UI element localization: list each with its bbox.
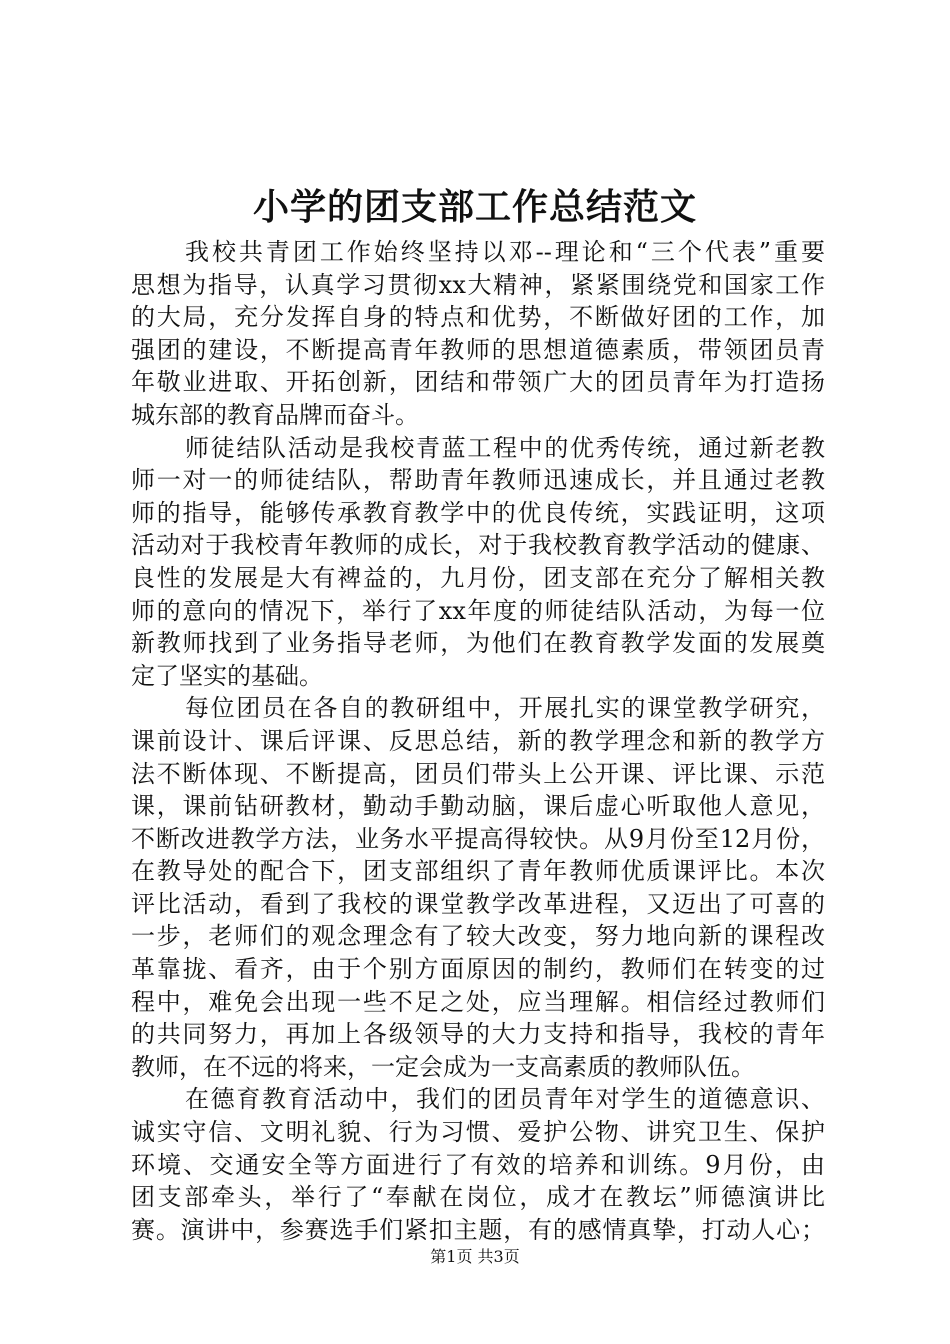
- text-line: 良性的发展是大有裨益的，九月份，团支部在充分了解相关教: [131, 563, 825, 592]
- text-line: 不断改进教学方法，业务水平提高得较快。从9月份至12月份，: [131, 824, 825, 853]
- text-line: 赛。演讲中，参赛选手们紧扣主题，有的感情真挚，打动人心；: [131, 1215, 825, 1244]
- text-line: 在德育教育活动中，我们的团员青年对学生的道德意识、: [185, 1085, 825, 1114]
- text-line: 程中，难免会出现一些不足之处，应当理解。相信经过教师们: [131, 987, 825, 1016]
- text-line: 课，课前钻研教材，勤动手勤动脑，课后虚心听取他人意见，: [131, 792, 825, 821]
- document-body: [131, 236, 825, 1246]
- text-line: 新教师找到了业务指导老师，为他们在教育教学发面的发展奠: [131, 629, 825, 658]
- text-line: 在教导处的配合下，团支部组织了青年教师优质课评比。本次: [131, 857, 825, 886]
- text-line: 师一对一的师徒结队，帮助青年教师迅速成长，并且通过老教: [131, 466, 825, 495]
- text-line: 一步，老师们的观念理念有了较大改变，努力地向新的课程改: [131, 922, 825, 951]
- text-line: 年敬业进取、开拓创新，团结和带领广大的团员青年为打造扬: [131, 368, 825, 397]
- text-line: 环境、交通安全等方面进行了有效的培养和训练。9月份，由: [131, 1150, 825, 1179]
- text-line: 思想为指导，认真学习贯彻xx大精神，紧紧围绕党和国家工作: [131, 270, 825, 299]
- text-line: 师的意向的情况下，举行了xx年度的师徒结队活动，为每一位: [131, 596, 825, 625]
- text-line: 评比活动，看到了我校的课堂教学改革进程，又迈出了可喜的: [131, 889, 825, 918]
- text-line: 团支部牵头，举行了“奉献在岗位，成才在教坛”师德演讲比: [131, 1183, 825, 1212]
- text-line: 法不断体现、不断提高，团员们带头上公开课、评比课、示范: [131, 759, 825, 788]
- page-footer: 第1页 共3页: [430, 1247, 520, 1266]
- text-line: 诚实守信、文明礼貌、行为习惯、爱护公物、讲究卫生、保护: [131, 1118, 825, 1147]
- text-line: 每位团员在各自的教研组中，开展扎实的课堂教学研究，: [185, 694, 825, 723]
- text-line: 的共同努力，再加上各级领导的大力支持和指导，我校的青年: [131, 1020, 825, 1049]
- text-line: 强团的建设，不断提高青年教师的思想道德素质，带领团员青: [131, 335, 825, 364]
- text-line: 定了坚实的基础。: [131, 661, 323, 690]
- text-line: 教师，在不远的将来，一定会成为一支高素质的教师队伍。: [131, 1052, 755, 1081]
- text-line: 课前设计、课后评课、反思总结，新的教学理念和新的教学方: [131, 726, 825, 755]
- document-title: 小学的团支部工作总结范文: [252, 186, 697, 228]
- text-line: 师徒结队活动是我校青蓝工程中的优秀传统，通过新老教: [185, 433, 825, 462]
- text-line: 我校共青团工作始终坚持以邓--理论和“三个代表”重要: [185, 238, 825, 266]
- text-line: 城东部的教育品牌而奋斗。: [131, 400, 419, 429]
- text-line: 的大局，充分发挥自身的特点和优势，不断做好团的工作，加: [131, 303, 825, 332]
- text-line: 师的指导，能够传承教育教学中的优良传统，实践证明，这项: [131, 498, 825, 527]
- text-line: 活动对于我校青年教师的成长，对于我校教育教学活动的健康、: [131, 531, 825, 560]
- text-line: 革靠拢、看齐，由于个别方面原因的制约，教师们在转变的过: [131, 955, 825, 984]
